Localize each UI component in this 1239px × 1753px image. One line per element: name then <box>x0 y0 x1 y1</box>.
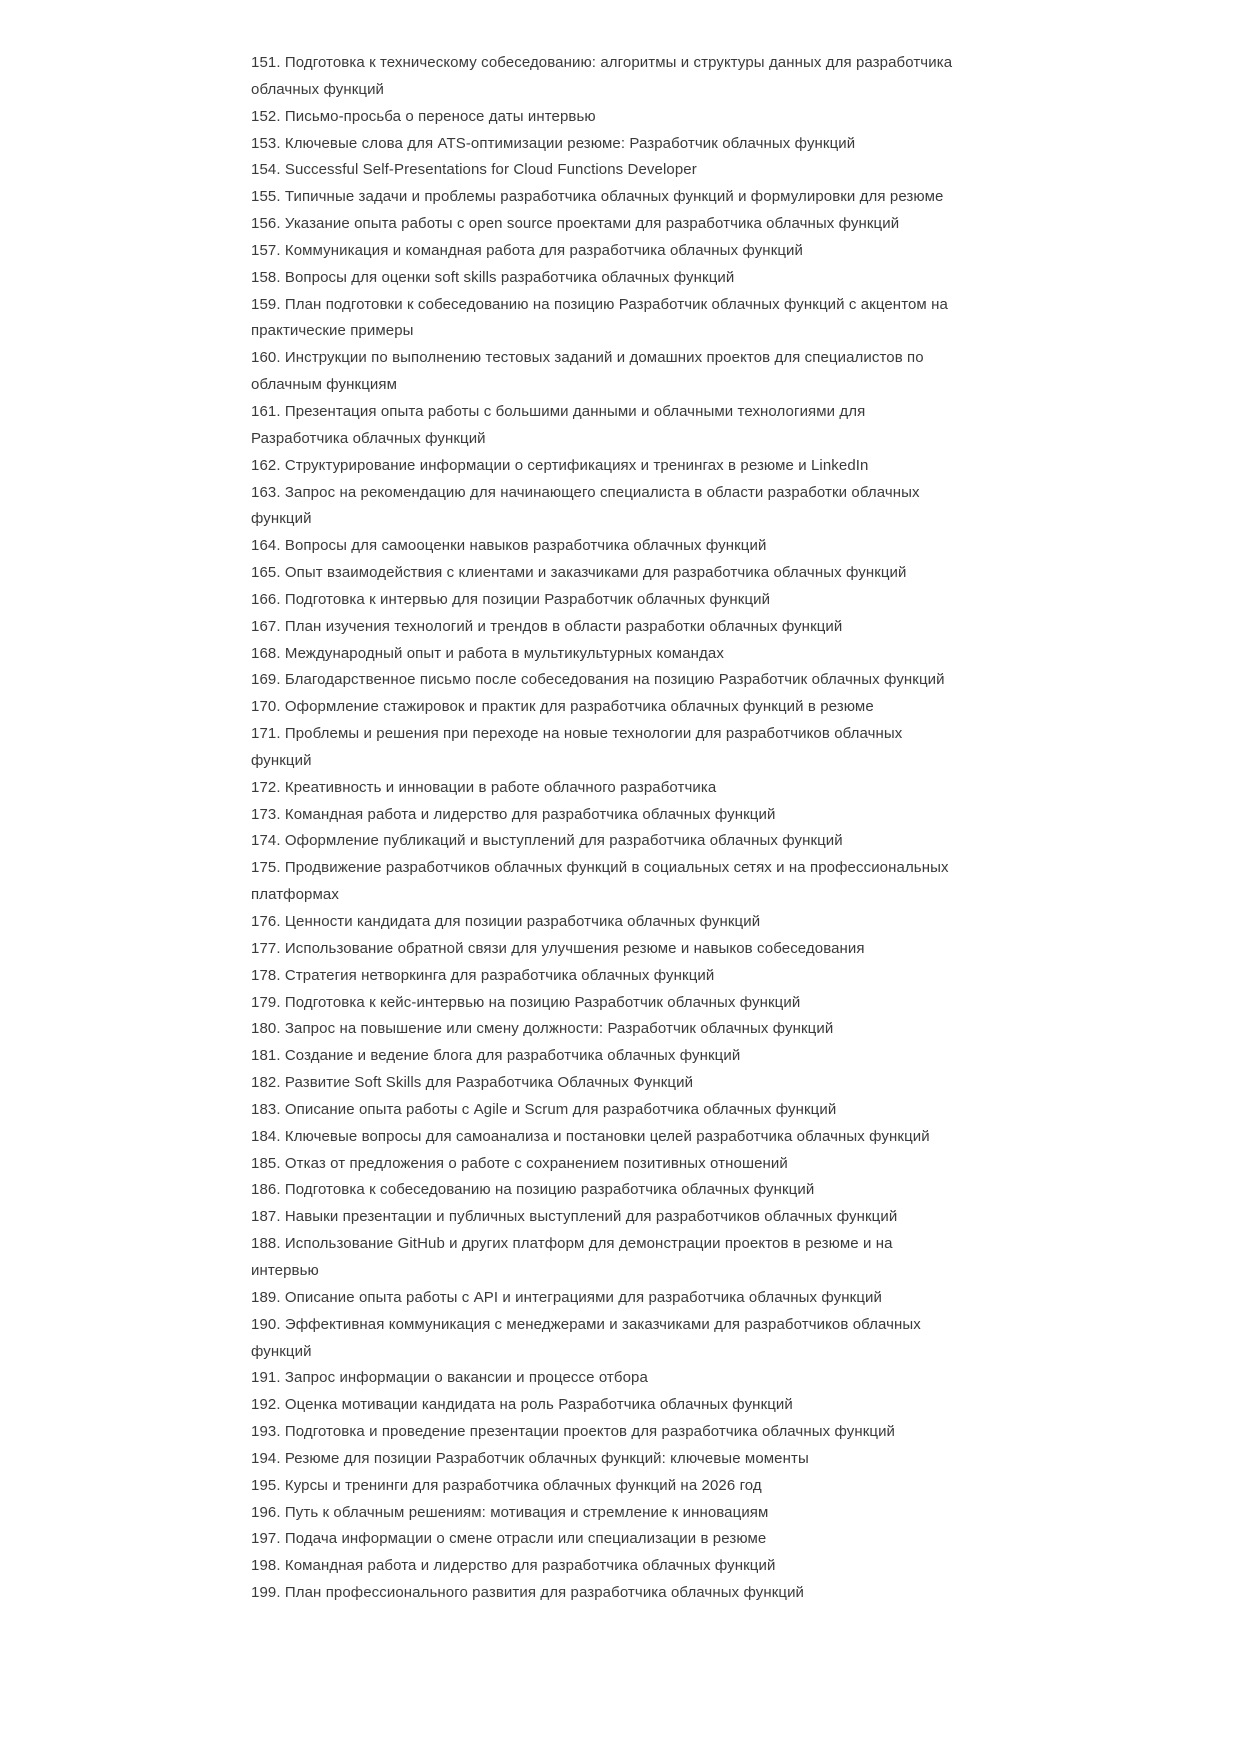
list-item: 162. Структурирование информации о сертификациях и тренингах в резюме и LinkedIn <box>251 456 869 474</box>
list-item: 191. Запрос информации о вакансии и процессе отбора <box>251 1369 648 1387</box>
list-item: 194. Резюме для позиции Разработчик облачных функций: ключевые моменты <box>251 1449 809 1467</box>
list-item: 171. Проблемы и решения при переходе на новые технологии для разработчиков облачных функций <box>251 725 903 769</box>
list-item: 188. Использование GitHub и других платформ для демонстрации проектов в резюме и на интервью <box>251 1235 893 1279</box>
list-item: 154. Successful Self-Presentations for Cloud Functions Developer <box>251 161 697 179</box>
list-item: 152. Письмо-просьба о переносе даты интервью <box>251 107 596 125</box>
list-item: 167. План изучения технологий и трендов в области разработки облачных функций <box>251 617 843 635</box>
list-item: 176. Ценности кандидата для позиции разработчика облачных функций <box>251 913 761 930</box>
list-item: 184. Ключевые вопросы для самоанализа и постановки целей разработчика облачных функций <box>251 1127 930 1145</box>
topic-list <box>251 50 963 1607</box>
list-item: 187. Навыки презентации и публичных выступлений для разработчиков облачных функций <box>251 1208 898 1226</box>
list-item: 151. Подготовка к техническому собеседованию: алгоритмы и структуры данных для разработчика облачных функций <box>251 54 953 98</box>
list-item: 195. Курсы и тренинги для разработчика облачных функций на 2026 год <box>251 1476 762 1494</box>
list-item: 156. Указание опыта работы с open source проектами для разработчика облачных функций <box>251 215 900 233</box>
list-item: 160. Инструкции по выполнению тестовых заданий и домашних проектов для специалистов по облачным функциям <box>251 349 924 394</box>
list-item: 193. Подготовка и проведение презентации проектов для разработчика облачных функций <box>251 1423 896 1441</box>
list-item: 155. Типичные задачи и проблемы разработчика облачных функций и формулировки для резюме <box>251 188 944 206</box>
list-item: 172. Креативность и инновации в работе облачного разработчика <box>251 778 717 796</box>
list-item: 183. Описание опыта работы с Agile и Scrum для разработчика облачных функций <box>251 1100 837 1118</box>
list-item: 157. Коммуникация и командная работа для разработчика облачных функций <box>251 241 804 259</box>
list-item: 153. Ключевые слова для ATS-оптимизации резюме: Разработчик облачных функций <box>251 134 856 152</box>
list-item: 185. Отказ от предложения о работе с сохранением позитивных отношений <box>251 1154 788 1172</box>
list-item: 175. Продвижение разработчиков облачных функций в социальных сетях и на профессиональных платформах <box>251 859 949 904</box>
list-item: 196. Путь к облачным решениям: мотивация и стремление к инновациям <box>251 1503 769 1521</box>
list-item: 199. План профессионального развития для разработчика облачных функций <box>251 1584 805 1602</box>
list-item: 159. План подготовки к собеседованию на позицию Разработчик облачных функций с акцентом на практические примеры <box>251 295 948 340</box>
list-item: 174. Оформление публикаций и выступлений для разработчика облачных функций <box>251 832 843 850</box>
list-item: 161. Презентация опыта работы с большими данными и облачными технологиями для Разработчика облачных функций <box>251 402 866 447</box>
list-item: 181. Создание и ведение блога для разработчика облачных функций <box>251 1047 741 1065</box>
list-item: 190. Эффективная коммуникация с менеджерами и заказчиками для разработчиков облачных функций <box>251 1315 921 1360</box>
list-item: 186. Подготовка к собеседованию на позицию разработчика облачных функций <box>251 1181 815 1199</box>
list-item: 192. Оценка мотивации кандидата на роль Разработчика облачных функций <box>251 1396 793 1414</box>
list-item: 168. Международный опыт и работа в мультикультурных командах <box>251 644 724 662</box>
list-item: 189. Описание опыта работы с API и интеграциями для разработчика облачных функций <box>251 1288 882 1306</box>
list-item: 158. Вопросы для оценки soft skills разработчика облачных функций <box>251 268 735 286</box>
list-item: 170. Оформление стажировок и практик для разработчика облачных функций в резюме <box>251 698 874 716</box>
list-item: 163. Запрос на рекомендацию для начинающего специалиста в области разработки облачных функций <box>251 483 920 528</box>
list-item: 169. Благодарственное письмо после собеседования на позицию Разработчик облачных функций <box>251 671 945 689</box>
list-item: 180. Запрос на повышение или смену должности: Разработчик облачных функций <box>251 1020 834 1038</box>
list-item: 177. Использование обратной связи для улучшения резюме и навыков собеседования <box>251 939 865 957</box>
list-item: 166. Подготовка к интервью для позиции Разработчик облачных функций <box>251 590 771 608</box>
list-item: 164. Вопросы для самооценки навыков разработчика облачных функций <box>251 537 767 555</box>
list-item: 178. Стратегия нетворкинга для разработчика облачных функций <box>251 966 715 984</box>
list-item: 197. Подача информации о смене отрасли или специализации в резюме <box>251 1530 767 1548</box>
list-item: 173. Командная работа и лидерство для разработчика облачных функций <box>251 805 776 823</box>
list-item: 165. Опыт взаимодействия с клиентами и заказчиками для разработчика облачных функций <box>251 564 907 582</box>
list-item: 179. Подготовка к кейс-интервью на позицию Разработчик облачных функций <box>251 993 801 1011</box>
list-item: 182. Развитие Soft Skills для Разработчика Облачных Функций <box>251 1074 694 1092</box>
list-item: 198. Командная работа и лидерство для разработчика облачных функций <box>251 1557 776 1575</box>
